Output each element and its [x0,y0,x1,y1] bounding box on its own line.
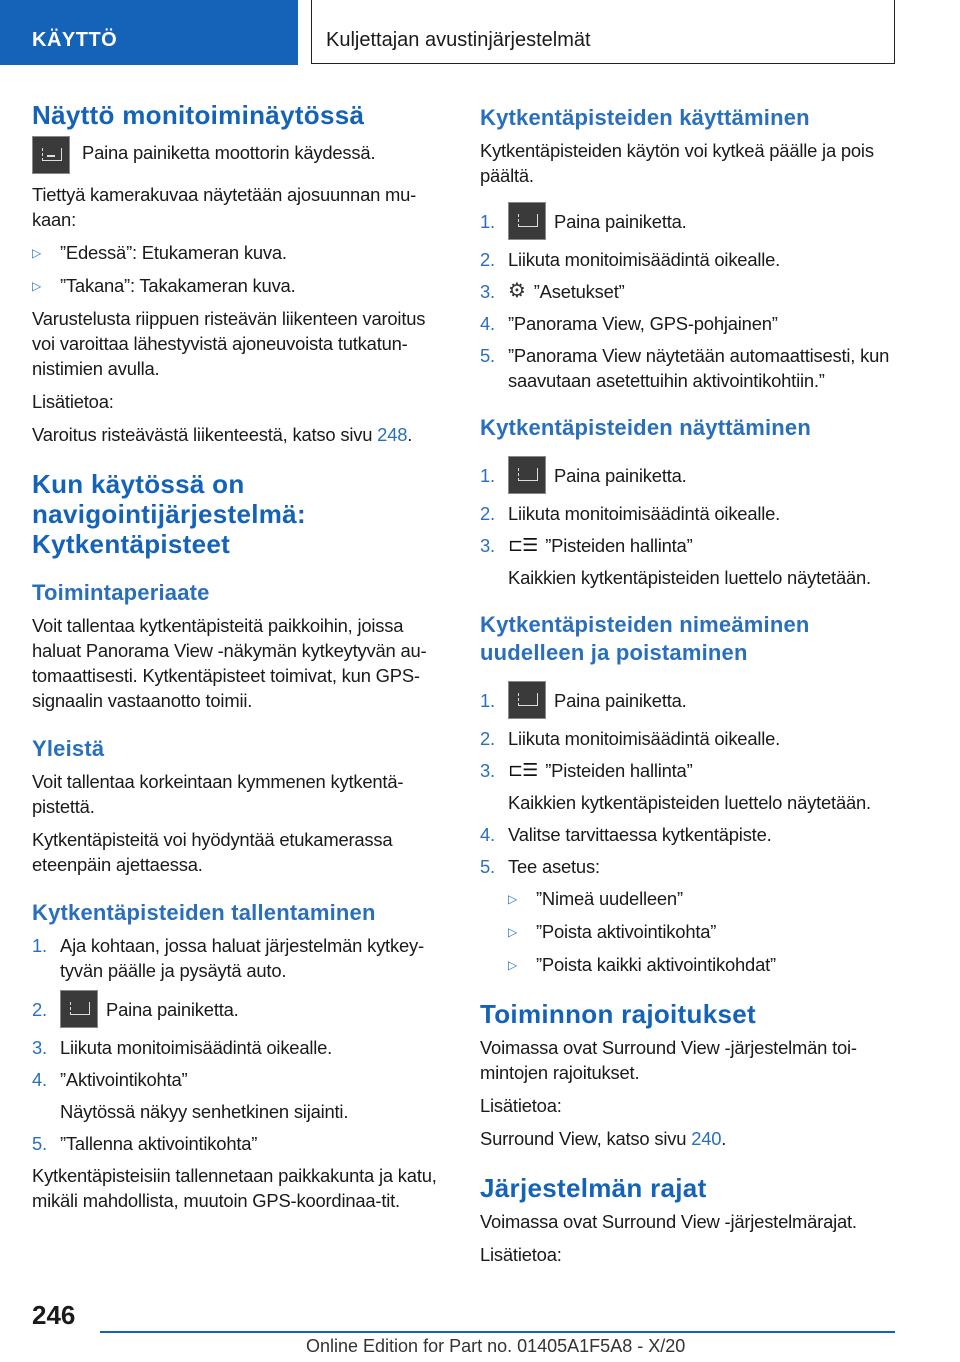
reference-text: Surround View, katso sivu [480,1128,687,1149]
bullet-text: ”Poista aktivointikohta” [536,921,717,942]
bullet-triangle-icon: ▷ [508,892,518,906]
list-item [32,933,450,983]
bullet-triangle-icon: ▷ [508,925,518,939]
step-number: 3. [32,1037,47,1058]
step-number: 1. [480,210,495,232]
step-number [32,1099,60,1124]
bullet-item [480,919,898,945]
list-item [480,565,898,590]
step-text: Liikuta monitoimisäädintä oikealle. [508,249,781,270]
step-number: 2. [480,503,495,524]
paragraph: Varustelusta riippuen risteävän liikenteen varoitus voi varoittaa lähestyvistä ajoneuvoista tutkatun-nistimien avulla. [32,308,426,379]
heading-navigation: Kun käytössä on navigointijärjestelmä: Kytkentäpisteet [32,469,306,559]
bullet-triangle-icon: ▷ [32,279,42,293]
bullet-text: ”Nimeä uudelleen” [536,888,683,909]
section-title: Kuljettajan avustinjärjestelmät [311,0,895,64]
button-instruction [32,136,450,174]
camera-button-icon [508,681,546,719]
camera-button-icon [32,136,70,174]
bullet-item [480,886,898,912]
step-text: ”Tallenna aktivointikohta” [60,1133,258,1154]
right-column [480,104,898,1275]
step-number: 2. [32,998,47,1020]
reference-text: Varoitus risteävästä liikenteestä, katso sivu [32,424,373,445]
bullet-item [32,240,450,266]
step-number: 5. [480,856,495,877]
bullet-item [480,952,898,978]
page-number: 246 [32,1300,76,1330]
bullet-text: ”Takana”: Takakameran kuva. [60,275,296,296]
list-item [480,681,898,719]
step-number: 3. [480,760,495,781]
list-item [32,1099,450,1124]
reference [480,1126,898,1151]
step-number [480,565,508,590]
more-info-label: Lisätietoa: [480,1244,562,1265]
step-text: ”Panorama View näytetään automaattisesti, kun saavutaan asetettuihin aktivointikohtiin.” [508,345,890,391]
heading-general: Yleistä [32,736,105,761]
point-list-icon: ⊏☰ [508,760,538,780]
step-number: 1. [480,464,495,486]
list-item [480,456,898,494]
step-text: ”Asetukset” [533,281,625,302]
step-number: 4. [480,313,495,334]
paragraph: Kytkentäpisteiden käytön voi kytkeä päälle ja pois päältä. [480,140,874,186]
step-number: 4. [480,824,495,845]
step-number: 5. [32,1133,47,1154]
list-item [480,501,898,526]
heading-system-limits: Järjestelmän rajat [480,1173,707,1203]
step-number [480,790,508,815]
paragraph: Kytkentäpisteisiin tallennetaan paikkakunta ja katu, mikäli mahdollista, muutoin GPS-koordinaa-tit. [32,1165,437,1211]
list-item [480,247,898,272]
paragraph: Voit tallentaa kytkentäpisteitä paikkoihin, joissa haluat Panorama View -näkymän kytkeytyvän au-tomaattisesti. Kytkentäpisteet toimivat, kun GPS-signaalin vastaanotto toimii. [32,615,427,711]
paragraph: Tiettyä kamerakuvaa näytetään ajosuunnan mu-kaan: [32,184,417,230]
step-text: ”Panorama View, GPS-pohjainen” [508,313,778,334]
paragraph: Voit tallentaa korkeintaan kymmenen kytkentä-pistettä. [32,771,404,817]
list-item [480,822,898,847]
step-text: Paina painiketta. [106,998,239,1020]
camera-button-icon [508,202,546,240]
gear-icon: ⚙ [508,280,526,302]
step-number: 1. [32,935,47,956]
step-text: Paina painiketta. [554,689,687,711]
paragraph: Kytkentäpisteitä voi hyödyntää etukamerassa eteenpäin ajettaessa. [32,829,393,875]
step-text: Kaikkien kytkentäpisteiden luettelo näytetään. [508,792,871,813]
chapter-tab: KÄYTTÖ [0,0,298,65]
more-info-label: Lisätietoa: [480,1095,562,1116]
list-item [32,1067,450,1092]
list-item [480,202,898,240]
bullet-text: ”Edessä”: Etukameran kuva. [60,242,287,263]
list-item [480,758,898,783]
step-text: ”Pisteiden hallinta” [545,760,693,781]
footer-divider [100,1331,895,1333]
step-text: Paina painiketta. [554,464,687,486]
list-item [480,311,898,336]
step-number: 1. [480,689,495,711]
list-item [480,343,898,393]
step-text: ”Aktivointikohta” [60,1069,188,1090]
step-text: Valitse tarvittaessa kytkentäpiste. [508,824,772,845]
step-number: 4. [32,1069,47,1090]
heading-limits: Toiminnon rajoitukset [480,999,756,1029]
step-number: 3. [480,535,495,556]
list-item [32,1035,450,1060]
left-column [32,100,450,1221]
bullet-text: ”Poista kaikki aktivointikohdat” [536,954,776,975]
step-text: ”Pisteiden hallinta” [545,535,693,556]
step-number: 5. [480,345,495,366]
heading-rename: Kytkentäpisteiden nimeäminen uudelleen ja poistaminen [480,612,810,665]
bullet-triangle-icon: ▷ [508,958,518,972]
step-text: Liikuta monitoimisäädintä oikealle. [508,503,781,524]
step-number: 3. [480,281,495,302]
reference [32,422,450,447]
heading-display: Näyttö monitoiminäytössä [32,100,365,130]
footer-edition: Online Edition for Part no. 01405A1F5A8 - X/20 [306,1336,686,1356]
paragraph: Voimassa ovat Surround View -järjestelmän toi-mintojen rajoitukset. [480,1037,857,1083]
page-link[interactable]: 248 [377,424,408,445]
step-text: Tee asetus: [508,856,600,877]
bullet-triangle-icon: ▷ [32,246,42,260]
heading-save: Kytkentäpisteiden tallentaminen [32,900,376,925]
reference-end: . [721,1128,727,1149]
step-text: Näytössä näkyy senhetkinen sijainti. [60,1101,349,1122]
step-text: Aja kohtaan, jossa haluat järjestelmän kytkey-tyvän päälle ja pysäytä auto. [60,935,424,981]
heading-principle: Toimintaperiaate [32,580,210,605]
step-text: Liikuta monitoimisäädintä oikealle. [60,1037,333,1058]
bullet-item [32,273,450,299]
step-number: 2. [480,728,495,749]
camera-button-icon [60,990,98,1028]
list-item [32,990,450,1028]
point-list-icon: ⊏☰ [508,535,538,555]
camera-button-icon [508,456,546,494]
list-item [32,1131,450,1156]
list-item [480,279,898,304]
step-number: 2. [480,249,495,270]
step-text: Liikuta monitoimisäädintä oikealle. [508,728,781,749]
heading-use: Kytkentäpisteiden käyttäminen [480,105,810,130]
list-item [480,726,898,751]
list-item [480,790,898,815]
more-info-label: Lisätietoa: [32,391,114,412]
step-text: Paina painiketta. [554,210,687,232]
reference-end: . [407,424,413,445]
step-text: Kaikkien kytkentäpisteiden luettelo näytetään. [508,567,871,588]
paragraph: Voimassa ovat Surround View -järjestelmärajat. [480,1211,857,1232]
list-item [480,533,898,558]
list-item [480,854,898,879]
button-instruction-text: Paina painiketta moottorin käydessä. [82,142,376,163]
page-link[interactable]: 240 [691,1128,722,1149]
heading-show: Kytkentäpisteiden näyttäminen [480,415,811,440]
